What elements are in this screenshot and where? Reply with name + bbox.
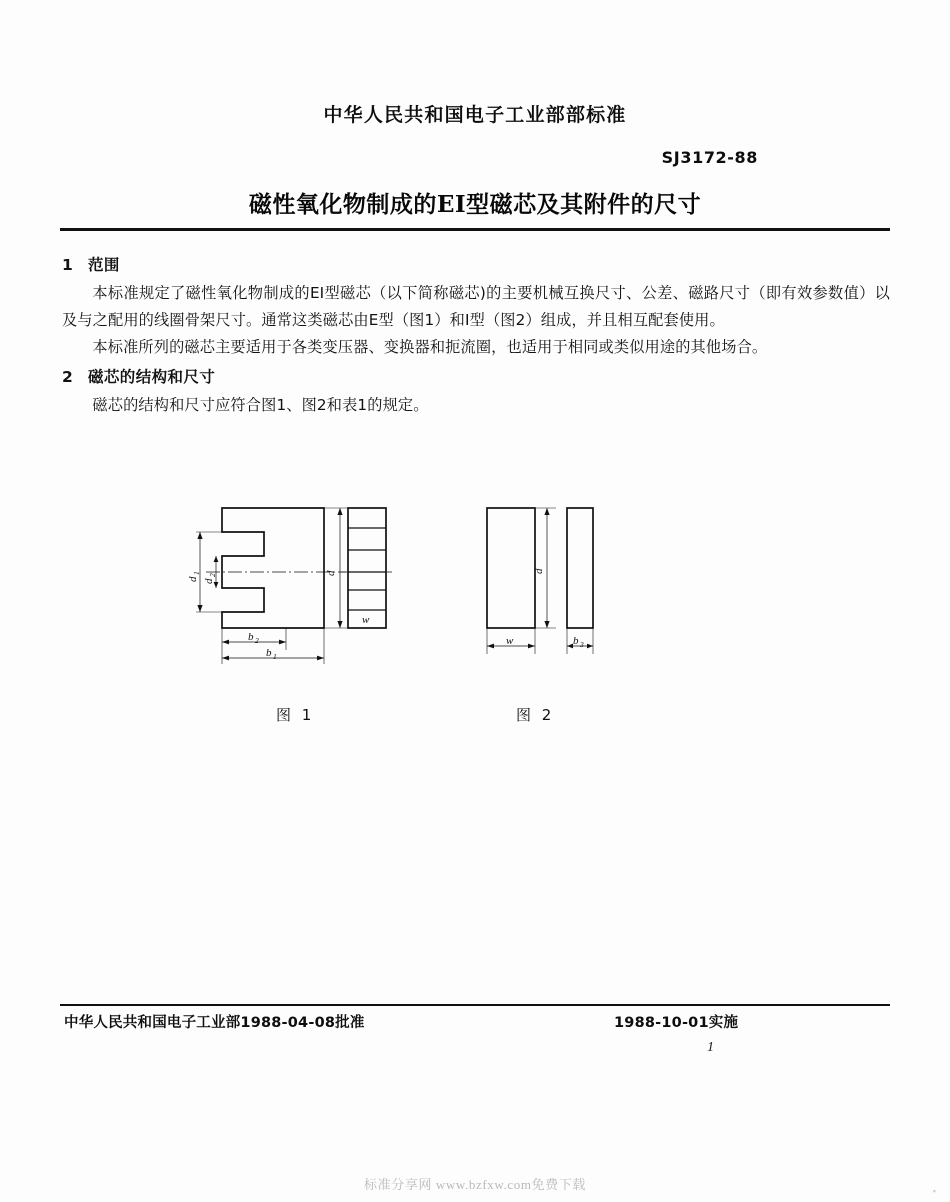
label-b3-group (573, 635, 584, 649)
label-d1-group (187, 571, 201, 582)
page-title: 磁性氧化物制成的EI型磁芯及其附件的尺寸 (248, 191, 702, 218)
label-b2-group (248, 631, 259, 645)
figure-1-caption: 图 1 (276, 706, 315, 724)
dim-d2-arrow-top (214, 556, 219, 562)
dim-b1-arrow-right (317, 656, 324, 661)
section-number-2: 2 (62, 368, 74, 386)
label-d2-group (203, 573, 217, 584)
dim-d-arrow-top (337, 508, 342, 515)
label-d-figure1: d (325, 570, 337, 576)
i-core-front-view (487, 508, 535, 628)
e-core-outline (222, 508, 324, 628)
implementation-date: 1988-10-01实施 (614, 1015, 739, 1031)
figure-2-i-core (487, 508, 593, 654)
label-b3-sub: 3 (580, 640, 584, 649)
i-dim-d-arrow-bottom (544, 621, 549, 628)
section-title-1: 范围 (88, 256, 120, 274)
label-b2-base: b (248, 631, 254, 643)
label-b2-sub: 2 (255, 636, 259, 645)
label-b1-group (266, 647, 277, 661)
section-heading-2 (62, 364, 890, 391)
scan-corner-artifact: ▪ (932, 1186, 936, 1196)
label-b3-base: b (573, 635, 579, 647)
approval-statement: 中华人民共和国电子工业部1988-04-08批准 (64, 1015, 365, 1031)
label-d-figure2: d (533, 568, 545, 574)
dim-b1-arrow-left (222, 656, 229, 661)
issuing-organization: 中华人民共和国电子工业部部标准 (323, 104, 627, 126)
label-b1-base: b (266, 647, 272, 659)
i-dim-w-arrow-left (487, 644, 494, 649)
label-d1-sub: 1 (192, 571, 201, 575)
figure-2-caption: 图 2 (516, 706, 555, 724)
page-number: 1 (707, 1040, 714, 1055)
label-d2-base: d (203, 578, 215, 584)
i-dim-b3-arrow-right (587, 644, 593, 649)
section-1-paragraph-1: 本标准规定了磁性氧化物制成的EI型磁芯（以下简称磁芯)的主要机械互换尺寸、公差、磁路尺寸（即有效参数值）以及与之配用的线圈骨架尺寸。通常这类磁芯由E型（图1）和I型（图2）组成，并且相互配套使用。 (62, 284, 890, 329)
figure-2-labels (506, 568, 584, 649)
dim-d1-arrow-top (197, 532, 202, 539)
standard-number: SJ3172-88 (661, 148, 758, 167)
label-w-figure2: w (506, 635, 514, 647)
section-1-paragraph-2: 本标准所列的磁芯主要适用于各类变压器、变换器和扼流圈，也适用于相同或类似用途的其他场合。 (92, 338, 768, 356)
document-body (62, 252, 890, 419)
title-divider (60, 228, 890, 231)
i-core-side-view (567, 508, 593, 628)
label-d1-base: d (187, 576, 199, 582)
dim-d1-arrow-bottom (197, 605, 202, 612)
footer-divider (60, 1004, 890, 1006)
dim-b2-arrow-right (279, 640, 286, 645)
label-b1-sub: 1 (273, 652, 277, 661)
ei-core-drawings (0, 492, 950, 742)
section-title-2: 磁芯的结构和尺寸 (88, 368, 216, 386)
section-2-paragraph-1: 磁芯的结构和尺寸应符合图1、图2和表1的规定。 (92, 396, 429, 414)
dim-b2-arrow-left (222, 640, 229, 645)
i-dim-w-arrow-right (528, 644, 535, 649)
figure-1-e-core (196, 508, 394, 664)
i-dim-d-arrow-top (544, 508, 549, 515)
section-number-1: 1 (62, 256, 74, 274)
figure-1-labels (187, 570, 370, 661)
label-d2-sub: 2 (208, 573, 217, 577)
figure-area (0, 492, 950, 742)
label-w-figure1: w (362, 614, 370, 626)
section-heading-1 (62, 252, 890, 279)
dim-d-arrow-bottom (337, 621, 342, 628)
watermark: 标准分享网 www.bzfxw.com免费下载 (364, 1177, 586, 1192)
